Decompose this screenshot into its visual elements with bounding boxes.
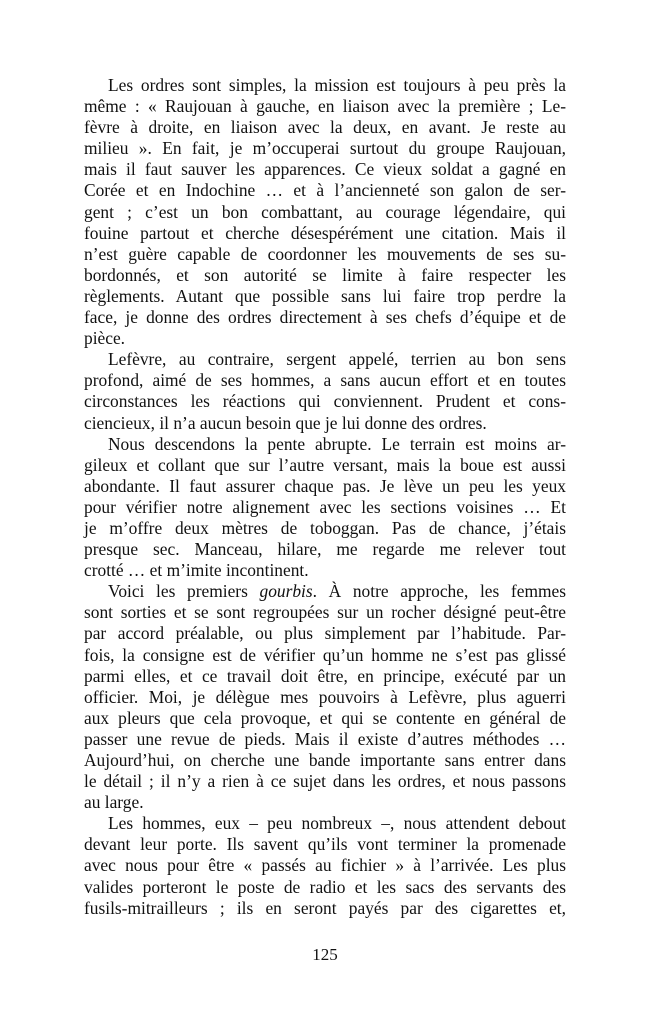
text-line: par accord préalable, ou plus simplement par l’habitude. Par- [84,623,566,644]
text-line: presque sec. Manceau, hilare, me regarde me relever tout [84,539,566,560]
paragraph-3 [84,434,566,582]
text-fragment: Voici les premiers [108,581,260,602]
text-line: passer une revue de pieds. Mais il existe d’autres méthodes … [84,728,566,749]
paragraph-5 [84,813,566,918]
page-body [84,75,566,919]
text-line: milieu ». En fait, je m’occuperai surtout du groupe Raujouan, [84,138,566,159]
text-line: pièce. [84,328,126,349]
page-number: 125 [312,945,338,964]
text-line: abondante. Il faut assurer chaque pas. Je lève un peu les yeux [84,475,566,496]
text-line: même : « Raujouan à gauche, en liaison avec la première ; Le- [84,96,566,117]
text-line: fois, la consigne est de vérifier qu’un homme ne s’est pas glissé [84,644,566,665]
text-line: crotté … et m’imite incontinent. [84,560,309,581]
text-line: circonstances les réactions qui conviennent. Prudent et cons- [84,391,566,412]
text-line: Corée et en Indochine … et à l’ancienneté son galon de ser- [84,180,566,201]
text-line: Les hommes, eux – peu nombreux –, nous attendent debout [108,813,566,834]
text-line: devant leur porte. Ils savent qu’ils vont terminer la promenade [84,834,566,855]
text-line: fusils-mitrailleurs ; ils en seront payés par des cigarettes et, [84,897,566,918]
text-line: fèvre à droite, en liaison avec la deux, en avant. Je reste au [84,117,566,138]
text-line: profond, aimé de ses hommes, a sans aucun effort et en toutes [84,370,566,391]
text-line: parmi elles, et ce travail doit être, en principe, exécuté par un [84,665,566,686]
text-line: face, je donne des ordres directement à ses chefs d’équipe et de [84,307,566,328]
text-line: Aujourd’hui, on cherche une bande importante sans entrer dans [84,750,566,770]
text-line: ciencieux, il n’a aucun besoin que je lui donne des ordres. [84,412,487,433]
text-line: officier. Moi, je délègue mes pouvoirs à Lefèvre, plus aguerri [84,686,566,707]
text-line: gent ; c’est un bon combattant, au courage légendaire, qui [84,201,566,222]
paragraph-2 [84,349,566,433]
text-line: sont sorties et se sont regroupées sur un rocher désigné peut-être [84,602,566,623]
text-line: pour vérifier notre alignement avec les sections voisines … Et [84,496,566,517]
text-line: je m’offre deux mètres de toboggan. Pas de chance, j’étais [84,517,566,538]
text-line: règlements. Autant que possible sans lui faire trop perdre la [84,285,566,306]
italic-word: gourbis [259,581,313,602]
text-line: mais il faut sauver les apparences. Ce vieux soldat a gagné en [84,159,566,180]
text-line: bordonnés, et son autorité se limite à faire respecter les [84,264,566,285]
text-line: le détail ; il n’y a rien à ce sujet dans les ordres, et nous passons [84,771,566,792]
text-line: Les ordres sont simples, la mission est toujours à peu près la [108,75,566,95]
paragraph-1 [84,75,566,349]
text-line: fouine partout et cherche désespérément une citation. Mais il [84,222,566,243]
text-line: Nous descendons la pente abrupte. Le terrain est moins ar- [108,433,566,454]
text-fragment: . À notre approche, les femmes [312,581,566,602]
text-line: au large. [84,792,144,813]
text-line: valides porteront le poste de radio et les sacs des servants des [84,876,566,897]
text-line: aux pleurs que cela provoque, et qui se contente en général de [84,707,566,728]
text-line: n’est guère capable de coordonner les mouvements de ses su- [84,243,566,264]
text-line-with-italic [84,581,566,602]
text-line: Lefèvre, au contraire, sergent appelé, terrien au bon sens [108,349,566,370]
paragraph-4 [84,581,566,813]
text-line: gileux et collant que sur l’autre versant, mais la boue est aussi [84,454,566,475]
text-line: avec nous pour être « passés au fichier » à l’arrivée. Les plus [84,855,566,876]
